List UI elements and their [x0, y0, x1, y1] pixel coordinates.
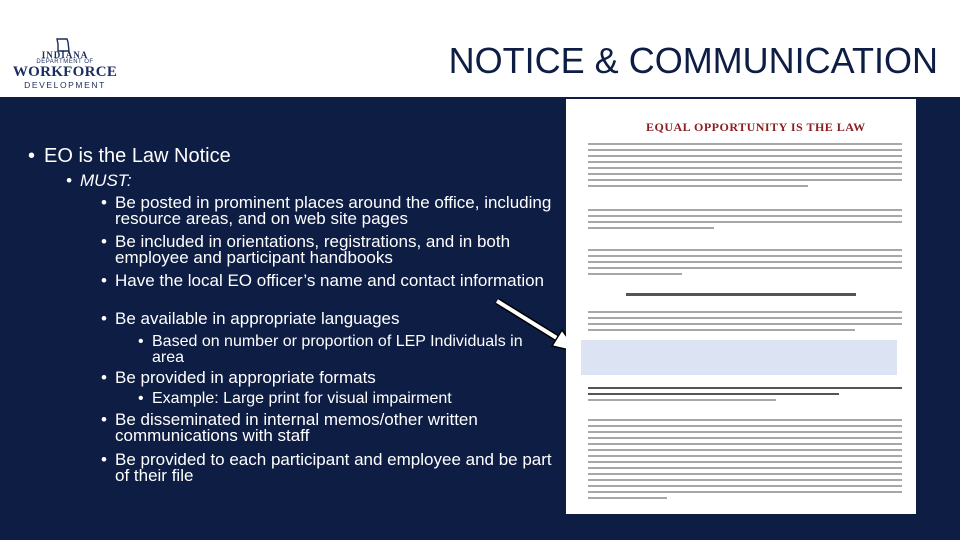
highlighted-blank-area — [581, 340, 897, 375]
bullet-eo-officer: • Have the local EO officer’s name and contact information — [101, 271, 545, 290]
logo-line-2: DEPARTMENT OF — [36, 59, 94, 65]
notice-paragraph-4 — [588, 311, 902, 335]
slide-title: NOTICE & COMMUNICATION — [448, 40, 938, 81]
notice-paragraph-3 — [588, 249, 902, 279]
bullet-large-print: • Example: Large print for visual impairment — [138, 390, 452, 407]
notice-subheading — [626, 293, 856, 296]
bullet-memos: • Be disseminated in internal memos/other written communications with staff — [101, 410, 478, 445]
logo-line-4: DEVELOPMENT — [24, 80, 106, 90]
bullet-file: • Be provided to each participant and employee and be part of their file — [101, 450, 552, 485]
notice-title: EQUAL OPPORTUNITY IS THE LAW — [646, 120, 866, 134]
bullet-must: • MUST: — [66, 171, 132, 190]
notice-address — [588, 387, 902, 405]
eo-law-notice-image — [566, 99, 916, 514]
notice-paragraph-1 — [588, 143, 902, 191]
logo-line-3: WORKFORCE — [12, 64, 118, 80]
notice-paragraph-2 — [588, 209, 902, 233]
notice-paragraph-5 — [588, 419, 902, 503]
bullet-orientations: • Be included in orientations, registrations, and in both employee and participant handbooks — [101, 232, 511, 267]
bullet-lep: • Based on number or proportion of LEP Individuals in area — [138, 333, 523, 366]
logo-line-1: INDIANA — [41, 50, 89, 60]
bullet-languages: • Be available in appropriate languages — [101, 309, 400, 328]
bullet-posted: • Be posted in prominent places around the office, including resource areas, and on web site pages — [101, 193, 552, 228]
bullet-formats: • Be provided in appropriate formats — [101, 368, 376, 387]
bullet-eo-notice: • EO is the Law Notice — [28, 145, 231, 167]
